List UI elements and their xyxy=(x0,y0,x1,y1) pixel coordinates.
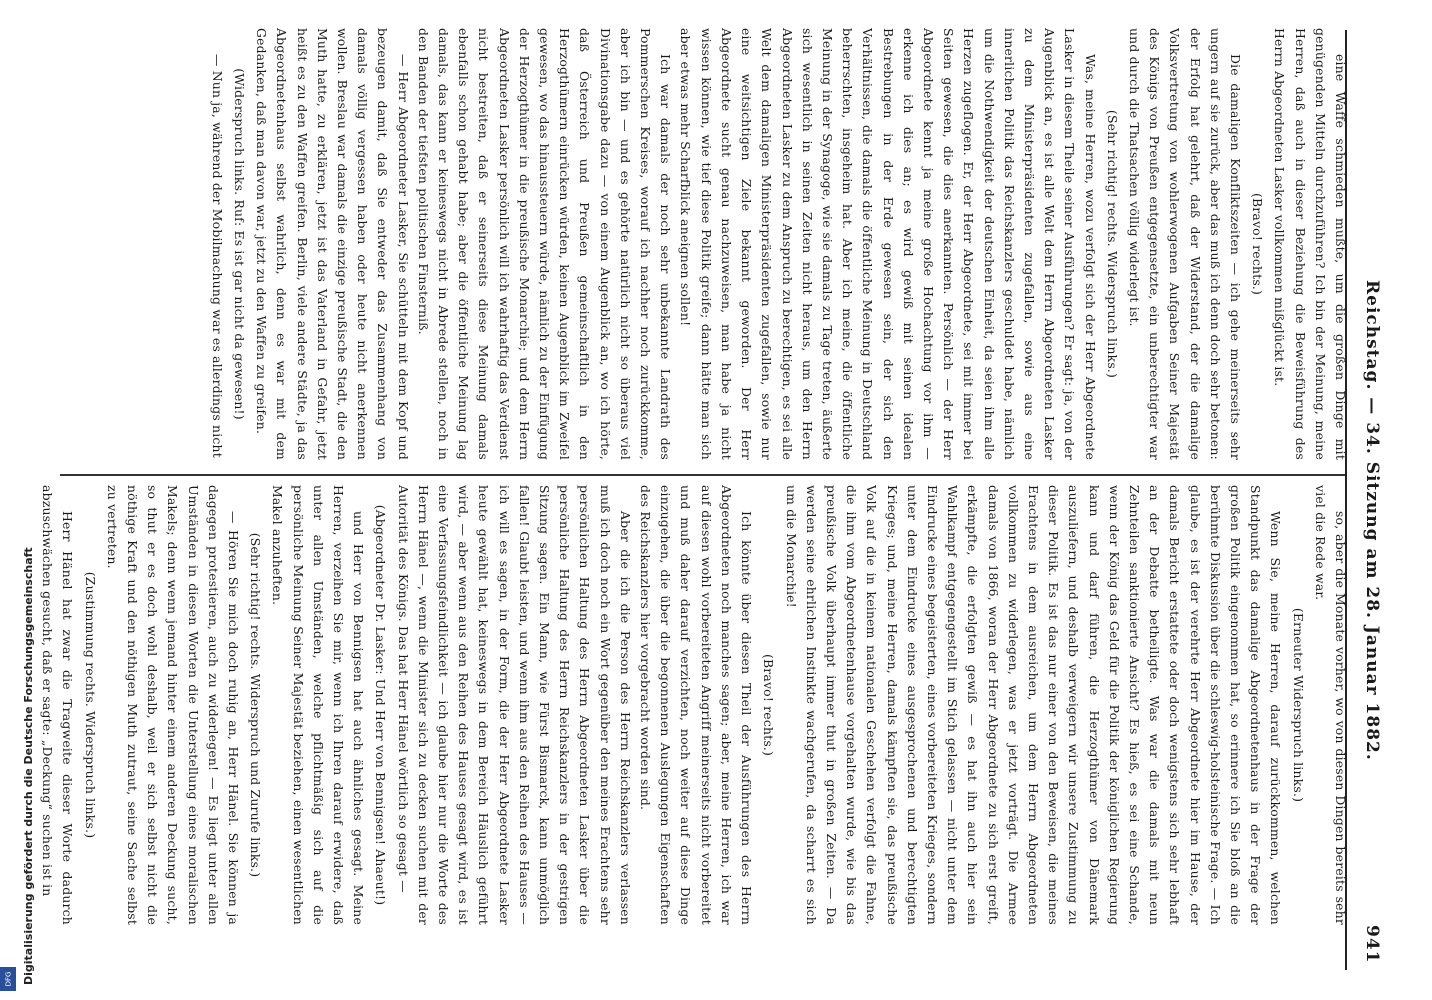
column-divider xyxy=(60,474,1345,476)
text-column-right xyxy=(40,485,1350,925)
paragraph: Die damaligen Konfliktszeiten — ich gehe meinerseits sehr ungern auf sie zurück, aber das muß ich denn doch sehr betonen: der Erfolg hat gelehrt, daß der Widerstand, der die damalige Volksvertretung von wohlerwogenen Aufgaben Seiner Majestät des Königs von Preußen entgegensetzte, ein unberechtigter war und durch die Thatsachen völlig widerlegt ist. xyxy=(1126,28,1243,460)
paragraph: Wenn Sie, meine Herren, darauf zurückkommen, welchen Standpunkt das damalige Abgeordnetenhaus in der Frage der großen Politik eingenommen hat, so erinnere ich Sie bloß an die berühmte Diskussion über die schleswig-holsteinische Frage. — Ich glaube, es ist der verehrte Herr Abgeordnete hier im Hause, der damals Bericht erstattete oder doch wenigstens sich sehr lebhaft an der Debatte betheiligte. Was war die damals mit neun Zehnteilen sanktionierte Ansicht? Es hieß, es sei eine Schande, wenn der König das Geld für die Politik der königlichen Regierung kann und darf führen, die Herzogthümer von Dänemark auszuliefern, und deshalb verweigern wir unsere Zustimmung zu dieser Politik. Es ist das nur einer von den Beweisen, die meines Erachtens in dem ausreichen, um dem Herrn Abgeordneten vollkommen zu widerlegen, was er jetzt vorträgt. Die Armee damals von 1866, woran der Herr Abgeordnete zu sich erst greift, erkämpfte, die erfolgten gewiß — es hat ihn auch hier sein Wahlkampf entgegengestellt im Stich gelassen — nicht unter dem Eindrucke eines begeisterten, eines vorbereiteten Krieges, sondern unter dem Eindrucke eines ausgesprochenen und berechtigten Krieges; und, meine Herren, damals kämpften sie, das preußische Volk auf die in keinem nationalen Geschehen verfolgt die Fahne, die ihm vom Abgeordnetenhause vorgehalten wurde, wie bis das preußische Volk überhaupt immer thut in großen Zeiten. — Da werden seine ehrlichen Instinkte wachgerufen, da scharrt es sich um die Monarchie! xyxy=(783,485,1284,925)
stage-direction: (Zustimmung rechts. Widerspruch links.) xyxy=(82,571,98,839)
paragraph: Was, meine Herren, wozu verfolgt sich der Herr Abgeordnete Lasker in diesem Theile seiner Ausführungen? Er sagt: ja, von der Augenblick an, es ist alle Welt dem Herrn Abgeordneten Lasker zu dem Ministerpräsidenten zugefallen, sowie aus eine innerlichen Politik das Reichskanzlers geschuldet habe, nämlich um die Nothwendigkeit der deutschen Einheit, da seien ihm alle Herzen zugeflogen. Er, der Herr Abgeordnete, sei mit immer bei Seiten gewesen, die dies anerkannten. Persönlich — der Herr Abgeordnete kennt ja meine große Hochachtung vor ihm — erkenne ich dies an; es wird gewiß mit seinen idealen Bestrebungen in der Erde gewesen sein, der sich den Verhältnissen, die damals die öffentliche Meinung in Deutschland beherrschten, insgeheim hat. Aber ich meine, die öffentliche Meinung in der Synagoge, wie sie damals zu Tage treten, äußerte sich wesentlich in seinen Zeiten nicht heraus, um den Herrn Abgeordneten Lasker zu dem Anspruch zu berechtigen, es sei alle Welt dem damaligen Ministerpräsidenten zugefallen, sowie nur eine weitsichtigen Ziele bekannt geworden. Der Herr Abgeordnete sucht genau nachzuweisen, man habe ja nicht wissen können, wie tief diese Politik greife; dann hätte man sich aber etwas mehr Scharfblick aneignen sollen! xyxy=(678,28,1098,460)
stage-direction: (Bravo! rechts.) xyxy=(1250,192,1266,296)
dfg-logo xyxy=(0,967,16,991)
stage-direction: (Sehr richtig! rechts. Widerspruch und Zurufe links.) xyxy=(248,532,264,878)
header-title: Reichstag. — 34. Sitzung am 28. Januar 1882. xyxy=(1362,280,1382,761)
stage-direction: (Widerspruch links. Ruf: Es ist gar nicht da gewesen!) xyxy=(232,68,248,420)
paragraph: Herr Hänel hat zwar die Tragweite dieser Worte dadurch abzuschwächen gesucht, daß er sagte: „Deckung“ suchen ist in xyxy=(40,485,76,925)
paragraph: — Hören Sie mich doch ruhig an, Herr Hänel. Sie können ja dagegen protestieren, auch zu widerlegen! — Es liegt unter allen Umständen in diesen Worten die Unterstellung eines moralischen Makels; denn wenn jemand hinter einem anderen Deckung sucht, so thut er es doch wohl deshalb, weil er sich selbst nicht die nöthige Kraft und den nöthigen Muth zutraut, seine Sache selbst zu vertreten. xyxy=(104,485,242,925)
dfg-logo-text: DFG xyxy=(4,971,12,987)
stage-direction: (Abgeordneter Dr. Lasker: Und Herr von Bennigsen! Ahaeut!) xyxy=(373,504,389,906)
text-column-left xyxy=(40,28,1350,460)
digitization-credit: Digitalisierung gefördert durch die Deutsche Forschungsgemeinschaft xyxy=(22,547,35,985)
paragraph: und Herr von Bennigsen hat auch ähnliches gesagt. Meine Herren, verzeihen Sie mir, wenn ich Ihren darauf erwidere, daß unter allen Umständen, welche pflichtmäßig sich auf die persönliche Meinung Seiner Majestät beziehen, einen wesentlichen Makel anzuheften. xyxy=(270,485,367,925)
stage-direction: (Erneuter Widerspruch links.) xyxy=(1290,607,1306,803)
paragraph: Ich könnte über diesen Theil der Ausführungen des Herrn Abgeordneten noch manches sagen; aber, meine Herren, ich war auf diesen wohl vorbereiteten Angriff meinerseits nicht vorbereitet und muß daher darauf verzichten, noch weiter auf diese Dinge einzugehen, die über die begonnenen Auslegungen Eigenschaften des Reichskanzlers hier vorgebracht worden sind. xyxy=(638,485,755,925)
stage-direction: (Sehr richtig! rechts. Widerspruch links.) xyxy=(1104,109,1120,379)
paragraph: so, aber die Monate vorher, wo von diesen Dingen bereits sehr viel die Rede war. xyxy=(1312,485,1348,925)
page-header xyxy=(1348,30,1388,970)
paragraph: Ich war damals der noch sehr unbekannte Landrath des Pommerschen Kreises, worauf ich nachher noch zurückkomme, aber ich bin — und es gehörte natürlich nicht so überaus viel Divinationsgabe dazu — von einem Augenblick an, wo ich hörte, daß Österreich und Preußen gemeinschaftlich in den Herzogthümern einrücken würden, keinen Augenblick im Zweifel gewesen, wo das hinaussteuern würde, nämlich zu der Einfügung der Herzogthümer in die preußische Monarchie; und dem Herrn Abgeordneten Lasker persönlich will ich wahrhaftig das Verdienst nicht bestreiten, daß er seinerseits diese Meinung damals ebenfalls schon gehabt habe; aber die öffentliche Meinung lag damals, das kann er keineswegs nicht in Abrede stellen, noch in den Banden der tiefsten politischen Finsterniß. xyxy=(415,28,674,460)
paragraph: eine Waffe schmieden mußte, um die großen Dinge mit genügenden Mitteln durchzuführen? Ich bin der Meinung, meine Herren, daß auch in dieser Beziehung die Beweisführung des Herrn Abgeordneten Lasker vollkommen mißglückt ist. xyxy=(1272,28,1348,460)
stage-direction: (Bravo! rechts.) xyxy=(761,653,777,757)
paragraph: — Herr Abgeordneter Lasker, Sie schütteln mit dem Kopf und bezeugen damit, daß Sie entweder das Zusammenhang von damals völlig vergessen haben oder heute nicht anerkennen wollen. Breslau war damals die einzige preußische Stadt, die den Muth hatte, zu erklären, jetzt ist das Vaterland in Gefahr, jetzt heißt es zu den Waffen greifen. Berlin, viele andere Städte, ja das Abgeordnetenhaus selbst wahrlich, denn es war mit dem Gedanken, daß man davon war, jetzt zu den Waffen zu greifen. xyxy=(254,28,411,460)
paragraph: — Nun ja, während der Mobilmachung war es allerdings nicht xyxy=(209,54,225,458)
page-number: 941 xyxy=(1362,925,1382,964)
paragraph: Aber die ich die Person des Herrn Reichskanzlers verlassen muß ich doch noch ein Wort gegenüber den meines Erachtens sehr persönlichen Haltung des Herrn Abgeordneten Lasker über die persönliche Haltung des Herrn Reichskanzlers in der gestrigen Sitzung sagen. Ein Mann, wie Fürst Bismarck, kann unmöglich fallen! Glaubt leisten, und wenn ihm aus den Reihen des Hauses — ich will es sagen, in der Form, die der Herr Abgeordnete Lasker heute gewählt hat, keineswegs in dem Bereich Häuslich geführt wird, — aber wenn aus den Reihen des Hauses gesagt wird, es ist eine Verfassungsfeindlichkeit — ich glaube hier nur die Worte des Herrn Hänel —, wenn die Minister sich zu decken suchen mit der Autorität des Königs. Das hat Herr Hänel wörtlich so gesagt — xyxy=(395,485,633,925)
